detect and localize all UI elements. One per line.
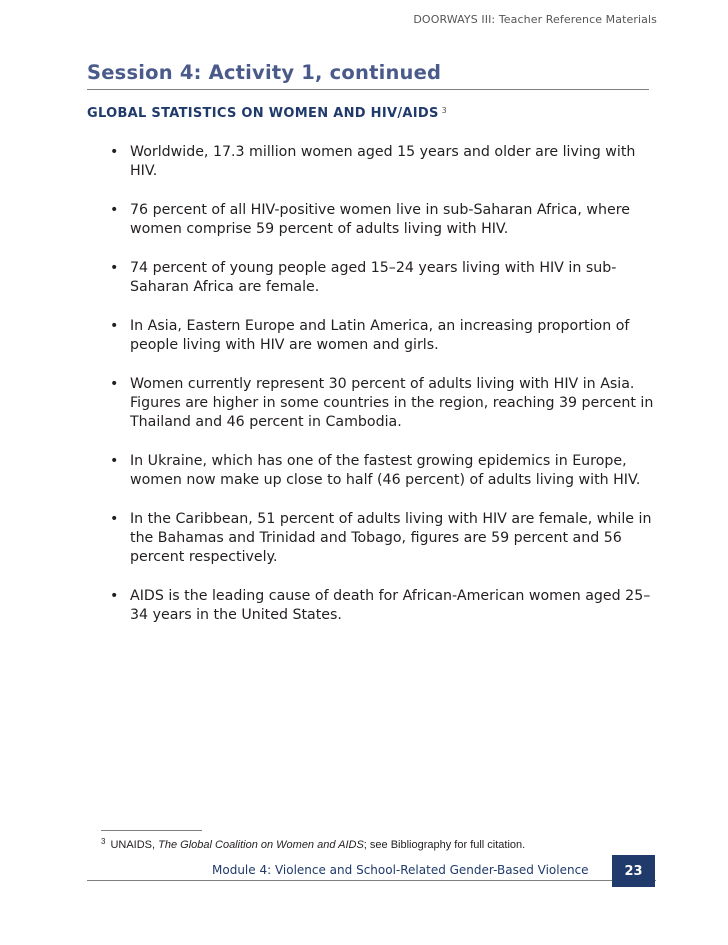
list-item-text: In Ukraine, which has one of the fastest growing epidemics in Europe, women now make up close to half (46 percent) of adults living with HIV.: [130, 452, 641, 488]
footer-module-text: Module 4: Violence and School-Related Gender-Based Violence: [212, 863, 589, 877]
footer-divider: [87, 880, 656, 881]
list-item: [108, 259, 664, 297]
footnote-reference[interactable]: 3: [441, 106, 448, 115]
footnote-title: The Global Coalition on Women and AIDS: [158, 839, 364, 851]
list-item-text: In the Caribbean, 51 percent of adults living with HIV are female, while in the Bahamas and Trinidad and Tobago, figures are 59 percent and 56 percent respectively.: [130, 510, 652, 566]
bullet-icon: •: [110, 317, 119, 334]
list-item: [108, 375, 664, 433]
list-item: [108, 587, 664, 625]
list-item-text: Women currently represent 30 percent of adults living with HIV in Asia. Figures are higher in some countries in the region, reaching 39 percent in Thailand and 46 percent in Cambodia.: [130, 375, 654, 431]
footnote-suffix: ; see Bibliography for full citation.: [363, 839, 526, 851]
bullet-icon: •: [110, 452, 119, 469]
bullet-icon: •: [110, 201, 119, 218]
section-heading: [87, 106, 447, 121]
title-divider: [87, 89, 649, 90]
footnote-prefix: UNAIDS,: [110, 839, 156, 851]
bullet-icon: •: [110, 144, 119, 160]
running-header: DOORWAYS III: Teacher Reference Materials: [413, 13, 657, 26]
page-number: 23: [612, 855, 655, 887]
page-title: Session 4: Activity 1, continued: [87, 61, 442, 84]
list-item: [108, 452, 664, 490]
list-item: [108, 143, 664, 181]
section-heading-text: GLOBAL STATISTICS ON WOMEN AND HIV/AIDS: [87, 106, 439, 121]
list-item-text: In Asia, Eastern Europe and Latin America, an increasing proportion of people living with HIV are women and girls.: [130, 317, 630, 353]
bullet-icon: •: [110, 510, 119, 527]
bullet-icon: •: [110, 375, 119, 392]
list-item: [108, 510, 664, 568]
footnote: [101, 837, 525, 851]
bullet-icon: •: [110, 259, 119, 276]
list-item-text: Worldwide, 17.3 million women aged 15 years and older are living with HIV.: [130, 144, 636, 180]
footnote-divider: [101, 830, 202, 831]
list-item: [108, 317, 664, 355]
bullet-icon: •: [110, 587, 119, 604]
list-item-text: 74 percent of young people aged 15–24 years living with HIV in sub-Saharan Africa are female.: [130, 259, 617, 296]
statistics-list: [108, 143, 664, 645]
list-item: [108, 201, 664, 239]
list-item-text: 76 percent of all HIV-positive women live in sub-Saharan Africa, where women comprise 59 percent of adults living with HIV.: [130, 201, 630, 238]
footnote-number: 3: [101, 837, 106, 846]
list-item-text: AIDS is the leading cause of death for African-American women aged 25–34 years in the United States.: [130, 587, 651, 623]
